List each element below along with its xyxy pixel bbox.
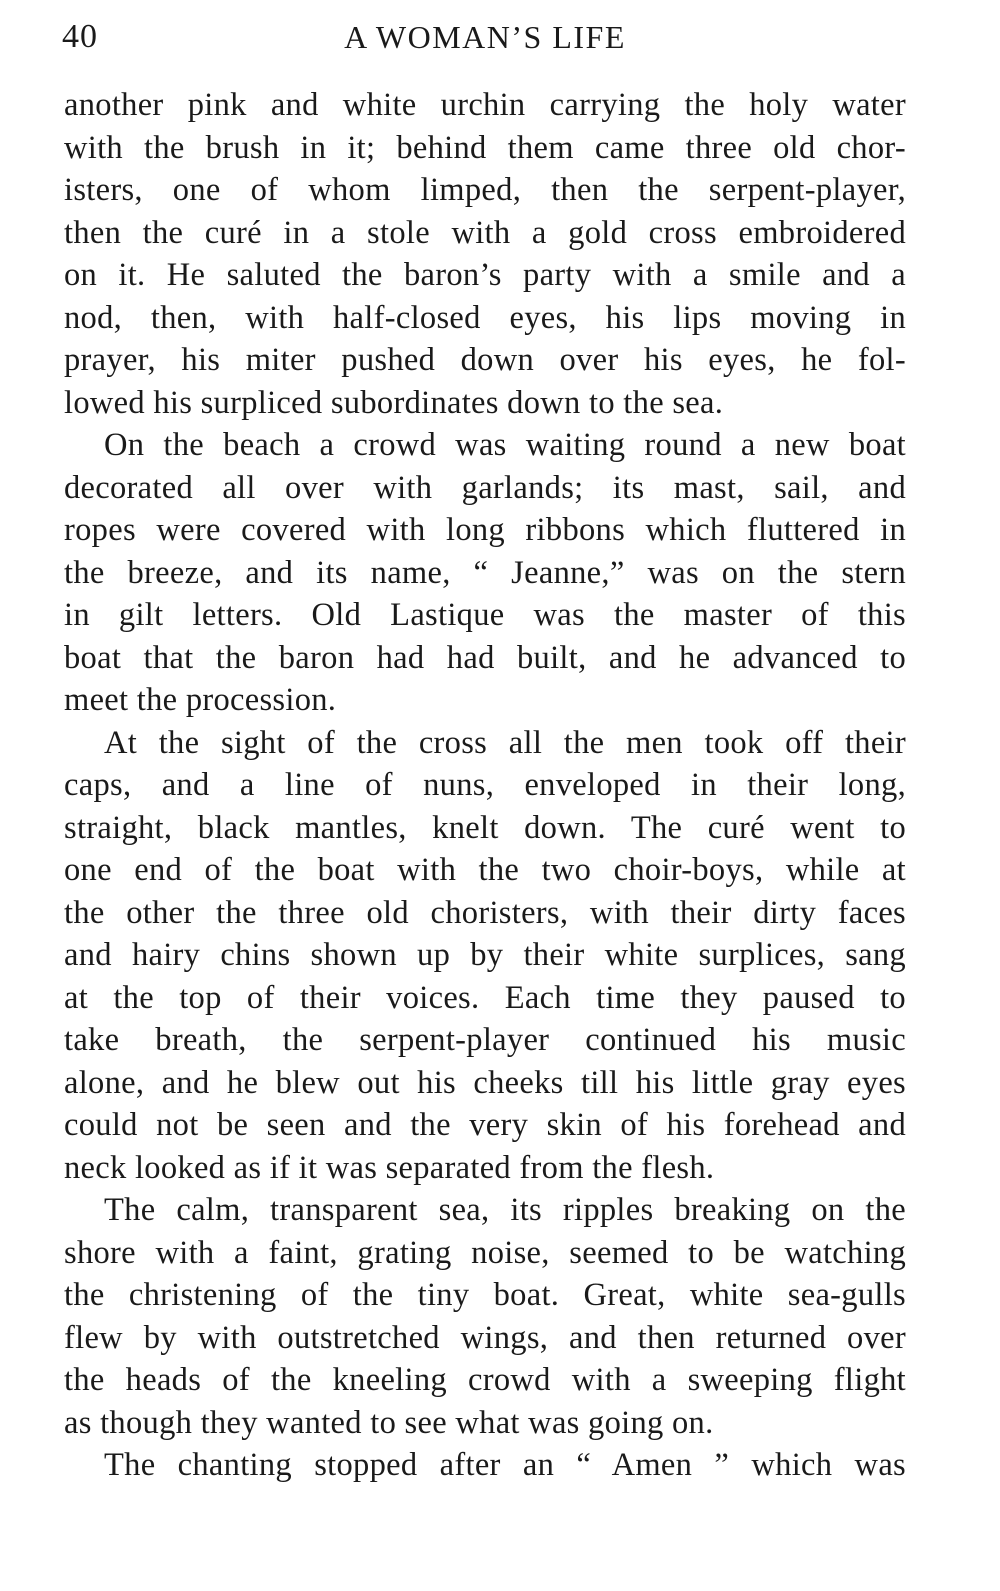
text-line: take breath, the serpent-player continued his music [64, 1022, 906, 1058]
body-text [64, 84, 906, 1487]
text-line: On the beach a crowd was waiting round a new boat [104, 427, 906, 463]
text-line: alone, and he blew out his cheeks till his little gray eyes [64, 1064, 906, 1101]
text-line: isters, one of whom limped, then the serpent-player, [64, 172, 906, 208]
paragraph [64, 1444, 906, 1487]
text-line: At the sight of the cross all the men took off their [104, 724, 906, 761]
page-header [62, 14, 908, 64]
text-line: at the top of their voices. Each time they paused to [64, 979, 906, 1016]
running-title: A WOMAN’S LIFE [344, 19, 626, 55]
text-line: with the brush in it; behind them came three old chor- [64, 129, 906, 166]
text-line: neck looked as if it was separated from the flesh. [64, 1149, 715, 1186]
text-line: nod, then, with half-closed eyes, his lips moving in [64, 299, 906, 336]
paragraph [64, 424, 906, 722]
text-line: could not be seen and the very skin of his forehead and [64, 1107, 906, 1143]
text-line: flew by with outstretched wings, and then returned over [64, 1319, 906, 1356]
text-line: The calm, transparent sea, its ripples breaking on the [104, 1192, 906, 1228]
text-line: on it. He saluted the baron’s party with a smile and a [64, 257, 906, 293]
paragraph [64, 84, 906, 424]
text-line: ropes were covered with long ribbons which fluttered in [64, 512, 906, 548]
text-line: lowed his surpliced subordinates down to the sea. [64, 384, 724, 421]
paragraph [64, 1189, 906, 1444]
text-line: caps, and a line of nuns, enveloped in their long, [64, 767, 906, 803]
page-number: 40 [62, 18, 98, 55]
text-line: the other the three old choristers, with their dirty faces [64, 894, 906, 931]
text-line: meet the procession. [64, 682, 337, 718]
text-line: prayer, his miter pushed down over his eyes, he fol- [64, 342, 906, 378]
text-line: boat that the baron had had built, and he advanced to [64, 639, 906, 676]
paragraph [64, 722, 906, 1190]
text-line: as though they wanted to see what was going on. [64, 1404, 714, 1441]
text-line: decorated all over with garlands; its mast, sail, and [64, 469, 906, 506]
text-line: in gilt letters. Old Lastique was the master of this [64, 597, 906, 633]
text-line: then the curé in a stole with a gold cross embroidered [64, 214, 906, 251]
text-line: the heads of the kneeling crowd with a sweeping flight [64, 1362, 906, 1398]
text-line: The chanting stopped after an “ Amen ” which was [104, 1447, 906, 1483]
text-line: another pink and white urchin carrying the holy water [64, 87, 906, 123]
text-line: shore with a faint, grating noise, seemed to be watching [64, 1234, 906, 1271]
text-line: the christening of the tiny boat. Great, white sea-gulls [64, 1277, 906, 1313]
text-line: straight, black mantles, knelt down. The curé went to [64, 809, 906, 846]
text-line: the breeze, and its name, “ Jeanne,” was on the stern [64, 554, 906, 591]
text-line: one end of the boat with the two choir-boys, while at [64, 852, 906, 888]
text-line: and hairy chins shown up by their white surplices, sang [64, 937, 906, 973]
